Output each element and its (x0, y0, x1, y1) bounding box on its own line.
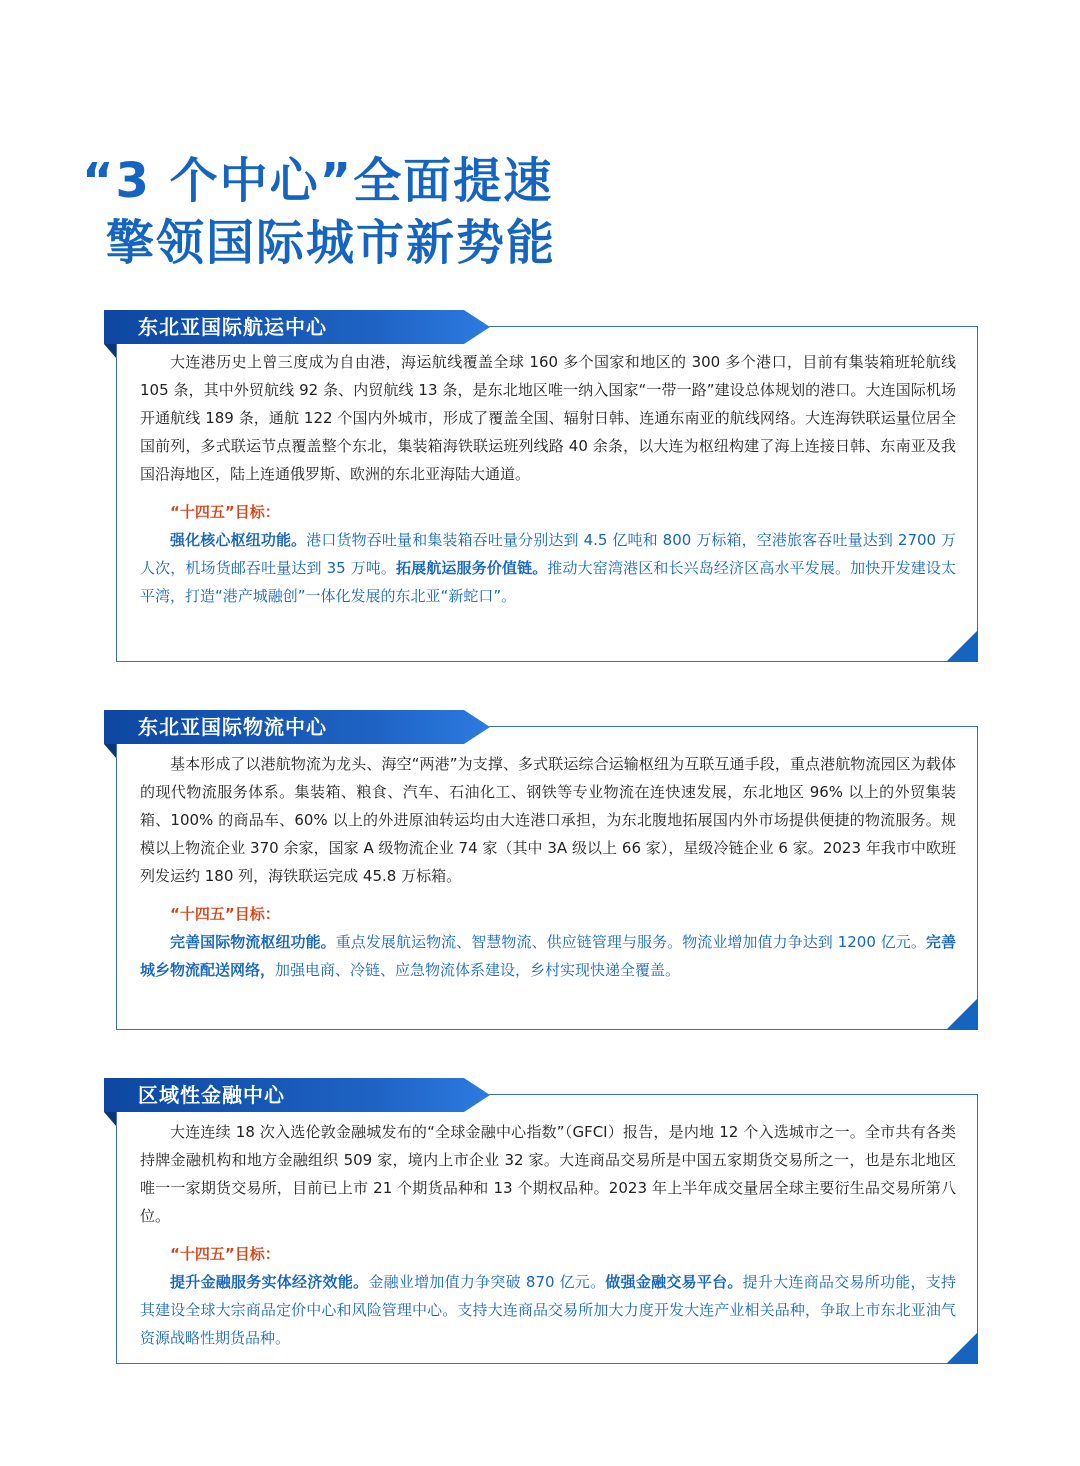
page-title (82, 150, 556, 274)
goal-detail: 提升大连商品交易所功能，支持其建设全球大宗商品定价中心和风险管理中心。支持大连商品交易所加大力度开发大连产业相关品种，争取上市东北亚油气资源战略性期货品种。 (140, 1273, 956, 1347)
tab-fold (104, 344, 116, 358)
tab-fold (104, 744, 116, 758)
goal-detail: 重点发展航运物流、智慧物流、供应链管理与服务。物流业增加值力争达到 1200 亿元。 (335, 933, 926, 951)
goal-detail: 金融业增加值力争突破 870 亿元。 (368, 1273, 606, 1291)
goal-highlight: 提升金融服务实体经济效能。 (170, 1273, 369, 1291)
goal-highlight: 做强金融交易平台。 (605, 1273, 743, 1291)
goal-detail: 加强电商、冷链、应急物流体系建设，乡村实现快递全覆盖。 (275, 961, 681, 979)
goal-text (140, 1268, 956, 1352)
goal-highlight: 完善城乡物流配送网络， (140, 933, 956, 979)
goal-detail: 港口货物吞吐量和集装箱吞吐量分别达到 4.5 亿吨和 800 万标箱，空港旅客吞吐量达到 2700 万人次，机场货邮吞吐量达到 35 万吨。 (140, 531, 956, 577)
section-body (140, 1118, 956, 1352)
goal-highlight: 拓展航运服务价值链。 (395, 559, 548, 577)
section-paragraph: 基本形成了以港航物流为龙头、海空“两港”为支撑、多式联运综合运输枢纽为互联互通手段，重点港航物流园区为载体的现代物流服务体系。集装箱、粮食、汽车、石油化工、钢铁等专业物流在连快速发展，东北地区 96% 以上的外贸集装箱、100% 的商品车、60% 以上的外进原油转运均由大连港口承担，为东北腹地拓展国内外市场提供便捷的物流服务。规模以上物流企业 370 余家，国家 A 级物流企业 74 家（其中 3A 级以上 66 家），星级冷链企业 6 家。2023 年我市中欧班列发运约 180 列，海铁联运完成 45.8 万标箱。 (140, 755, 956, 885)
tab-fold (104, 1112, 116, 1126)
goal-highlight: 强化核心枢纽功能。 (170, 531, 307, 549)
section-finance-center (104, 1078, 978, 1364)
corner-decoration (946, 998, 978, 1030)
section-shipping-center (104, 310, 978, 662)
goal-highlight: 完善国际物流枢纽功能。 (170, 933, 336, 951)
goal-detail: 推动大窑湾港区和长兴岛经济区高水平发展。加快开发建设太平湾，打造“港产城融创”一体化发展的东北亚“新蛇口”。 (140, 559, 956, 605)
section-heading: 东北亚国际航运中心 (138, 315, 327, 339)
section-heading: 东北亚国际物流中心 (138, 715, 327, 739)
section-heading: 区域性金融中心 (138, 1083, 285, 1107)
section-paragraph: 大连连续 18 次入选伦敦金融城发布的“全球金融中心指数”（GFCI）报告，是内地 12 个入选城市之一。全市共有各类持牌金融机构和地方金融组织 509 家，境内上市企业 32 家。大连商品交易所是中国五家期货交易所之一，也是东北地区唯一一家期货交易所，目前已上市 21 个期货品种和 13 个期权品种。2023 年上半年成交量居全球主要衍生品交易所第八位。 (140, 1123, 956, 1225)
page-title-line-2: 擎领国际城市新势能 (106, 215, 557, 271)
goal-label: “十四五”目标： (170, 905, 280, 923)
goal-text (140, 526, 956, 610)
corner-decoration (946, 630, 978, 662)
goal-label: “十四五”目标： (170, 1245, 280, 1263)
page-title-line-1: “3 个中心”全面提速 (82, 153, 554, 209)
section-body (140, 750, 956, 984)
goal-label: “十四五”目标： (170, 503, 280, 521)
goal-text (140, 928, 956, 984)
section-body (140, 348, 956, 610)
section-logistics-center (104, 710, 978, 1030)
section-paragraph: 大连港历史上曾三度成为自由港，海运航线覆盖全球 160 多个国家和地区的 300 多个港口，目前有集装箱班轮航线 105 条，其中外贸航线 92 条、内贸航线 13 条，是东北地区唯一纳入国家“一带一路”建设总体规划的港口。大连国际机场开通航线 189 条，通航 122 个国内外城市，形成了覆盖全国、辐射日韩、连通东南亚的航线网络。大连海铁联运量位居全国前列，多式联运节点覆盖整个东北，集装箱海铁联运班列线路 40 余条，以大连为枢纽构建了海上连接日韩、东南亚及我国沿海地区，陆上连通俄罗斯、欧洲的东北亚海陆大通道。 (140, 353, 956, 483)
